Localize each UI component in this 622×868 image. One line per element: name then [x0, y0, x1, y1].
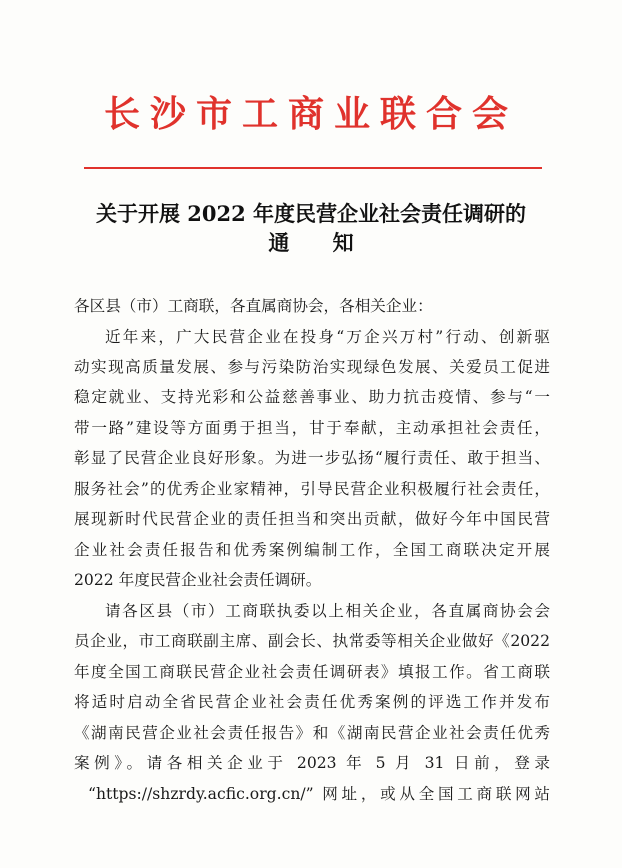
document-title-line-1: 关于开展 2022 年度民营企业社会责任调研的 [95, 201, 527, 226]
paragraph-2-line: 请各区县（市）工商联执委以上相关企业，各直属商协会会 [105, 602, 550, 620]
paragraph-1-line: 2022 年度民营企业社会责任调研。 [74, 571, 322, 589]
paragraph-2-line: 将适时启动全省民营企业社会责任优秀案例的评选工作并发布 [74, 693, 550, 711]
paragraph-1-line: 带一路”建设等方面勇于担当，甘于奉献，主动承担社会责任， [74, 419, 550, 437]
paragraph-2-line: 员企业，市工商联副主席、副会长、执常委等相关企业做好《2022 [74, 632, 550, 650]
letterhead-divider [84, 167, 542, 169]
paragraph-1-line: 展现新时代民营企业的责任担当和突出贡献，做好今年中国民营 [74, 510, 550, 528]
paragraph-2-line: 案例》。请各相关企业于 2023 年 5 月 31 日前，登录 [74, 754, 550, 772]
paragraph-2-line: 年度全国工商联民营企业社会责任调研表》填报工作。省工商联 [74, 663, 550, 681]
paragraph-1-line: 企业社会责任报告和优秀案例编制工作，全国工商联决定开展 [74, 541, 550, 559]
paragraph-1-line: 近年来，广大民营企业在投身“万企兴万村”行动、创新驱 [105, 328, 550, 346]
salutation: 各区县（市）工商联，各直属商协会，各相关企业： [74, 297, 433, 315]
paragraph-1-line: 稳定就业、支持光彩和公益慈善事业、助力抗击疫情、参与“一 [74, 388, 550, 406]
paragraph-2-line: “https://shzrdy.acfic.org.cn/” 网址，或从全国工商联网站 [88, 785, 550, 803]
paragraph-2-line: 《湖南民营企业社会责任报告》和《湖南民营企业社会责任优秀 [74, 724, 550, 742]
paragraph-1-line: 彰显了民营企业良好形象。为进一步弘扬“履行责任、敢于担当、 [74, 449, 550, 467]
organization-letterhead: 长沙市工商业联合会 [103, 93, 518, 135]
paragraph-1-line: 服务社会”的优秀企业家精神，引导民营企业积极履行社会责任， [74, 480, 550, 498]
paragraph-1-line: 动实现高质量发展、参与污染防治实现绿色发展、关爱员工促进 [74, 358, 550, 376]
document-title-line-2: 通 知 [268, 230, 372, 255]
